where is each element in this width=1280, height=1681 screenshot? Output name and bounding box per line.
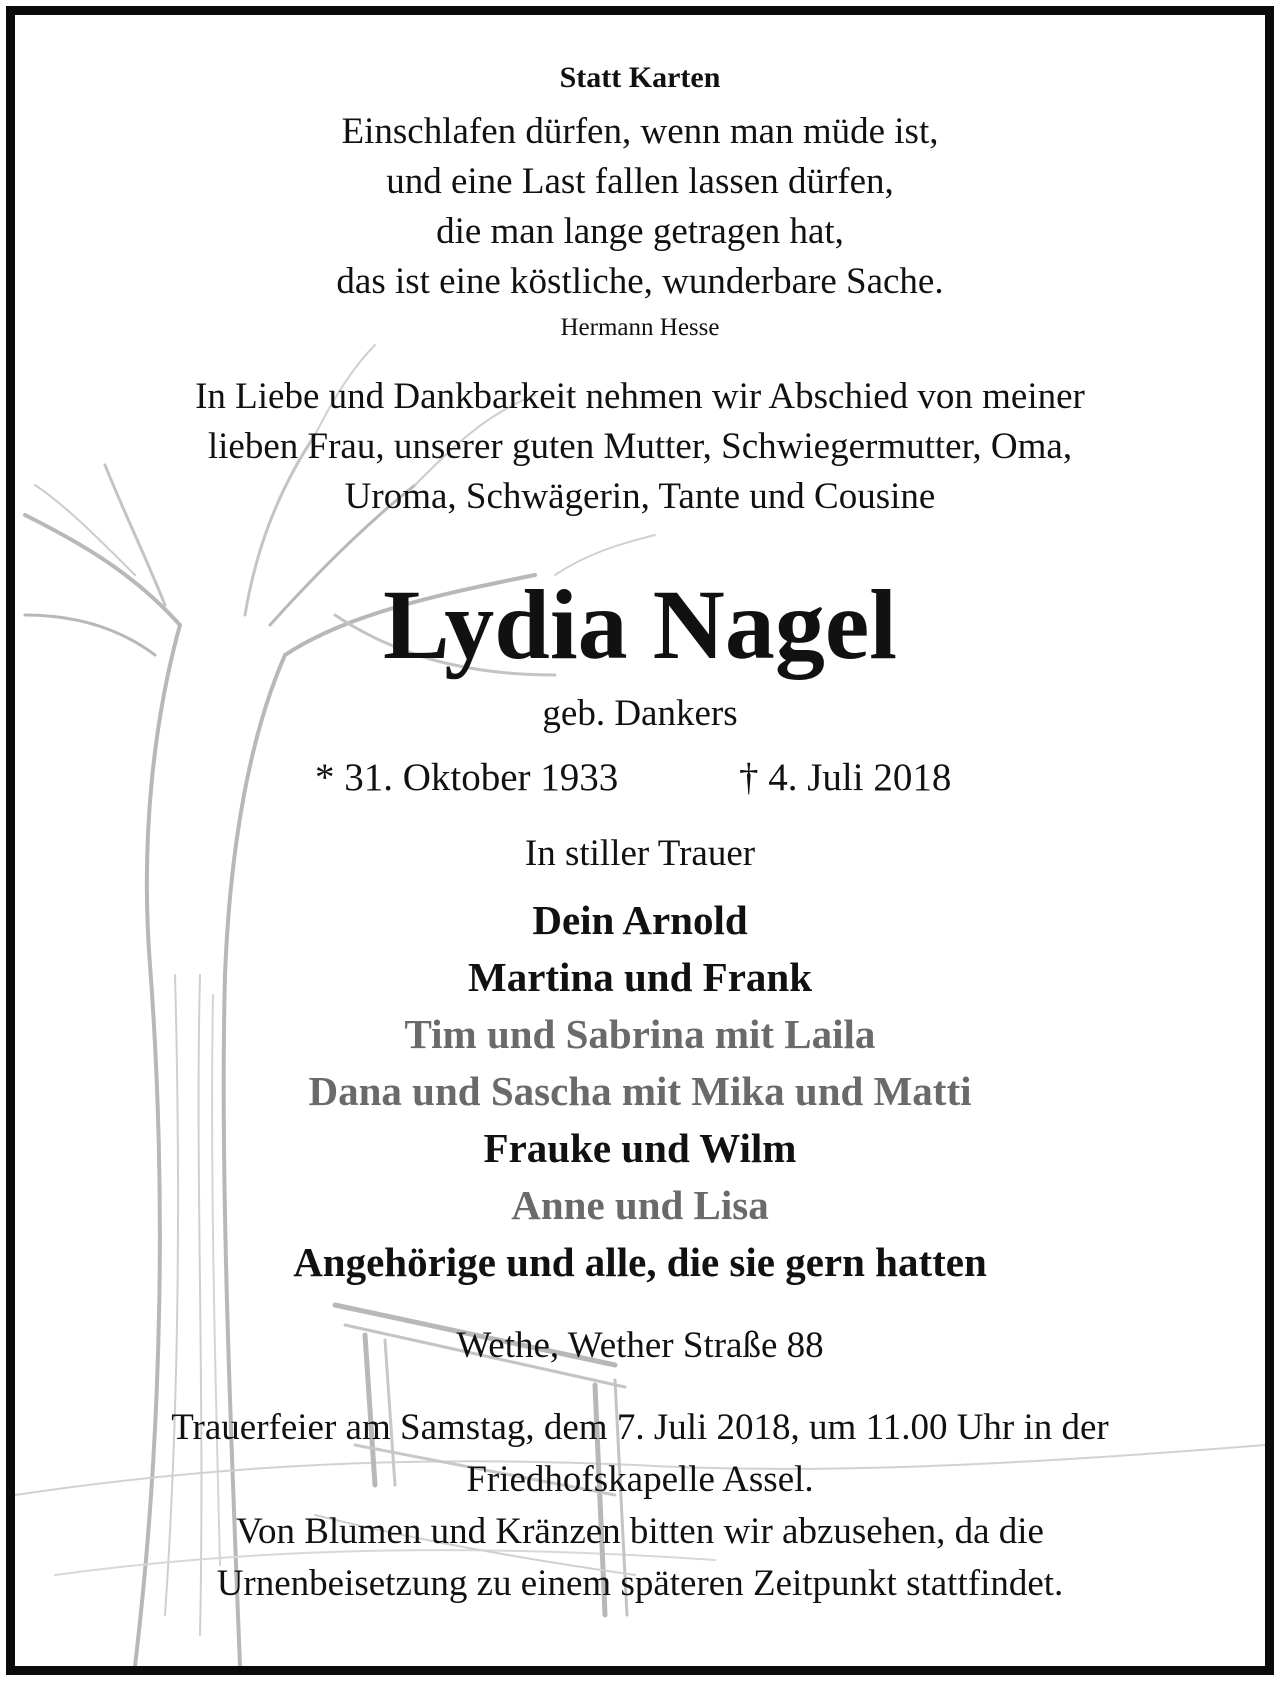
closing-line: Urnenbeisetzung zu einem späteren Zeitpunkt stattfindet. <box>216 1563 1064 1604</box>
poem-line: und eine Last fallen lassen dürfen, <box>386 161 894 202</box>
poem-line: das ist eine köstliche, wunderbare Sache. <box>336 261 944 302</box>
intro-line: lieben Frau, unserer guten Mutter, Schwiegermutter, Oma, <box>207 426 1073 467</box>
deceased-name: Lydia Nagel <box>383 569 897 680</box>
mourning-intro: In stiller Trauer <box>524 833 756 874</box>
birth-date: * 31. Oktober 1933 <box>315 756 619 799</box>
mourner-name: Dein Arnold <box>532 897 748 943</box>
mourner-name: Martina und Frank <box>468 954 812 1000</box>
statt-karten-heading: Statt Karten <box>559 61 721 94</box>
notice-content <box>15 15 1265 1666</box>
death-date: † 4. Juli 2018 <box>739 756 952 799</box>
poem-author: Hermann Hesse <box>560 314 720 341</box>
closing-line: Friedhofskapelle Assel. <box>466 1459 814 1500</box>
poem-line: die man lange getragen hat, <box>436 211 844 252</box>
mourner-name-grandchildren: Dana und Sascha mit Mika und Matti <box>308 1068 972 1114</box>
life-dates <box>15 758 1265 802</box>
intro-line: Uroma, Schwägerin, Tante und Cousine <box>344 476 936 517</box>
address: Wethe, Wether Straße 88 <box>456 1325 824 1366</box>
mourner-name: Angehörige und alle, die sie gern hatten <box>293 1239 987 1285</box>
obituary-notice <box>6 6 1274 1675</box>
poem-line: Einschlafen dürfen, wenn man müde ist, <box>341 111 939 152</box>
mourner-name: Frauke und Wilm <box>483 1125 797 1171</box>
closing-line: Von Blumen und Kränzen bitten wir abzusehen, da die <box>236 1511 1044 1552</box>
intro-line: In Liebe und Dankbarkeit nehmen wir Abschied von meiner <box>195 376 1085 417</box>
mourner-name-grandchildren: Tim und Sabrina mit Laila <box>404 1011 876 1057</box>
maiden-name: geb. Dankers <box>542 693 738 734</box>
closing-line: Trauerfeier am Samstag, dem 7. Juli 2018, um 11.00 Uhr in der <box>171 1407 1109 1448</box>
mourner-name-grandchildren: Anne und Lisa <box>511 1182 769 1228</box>
